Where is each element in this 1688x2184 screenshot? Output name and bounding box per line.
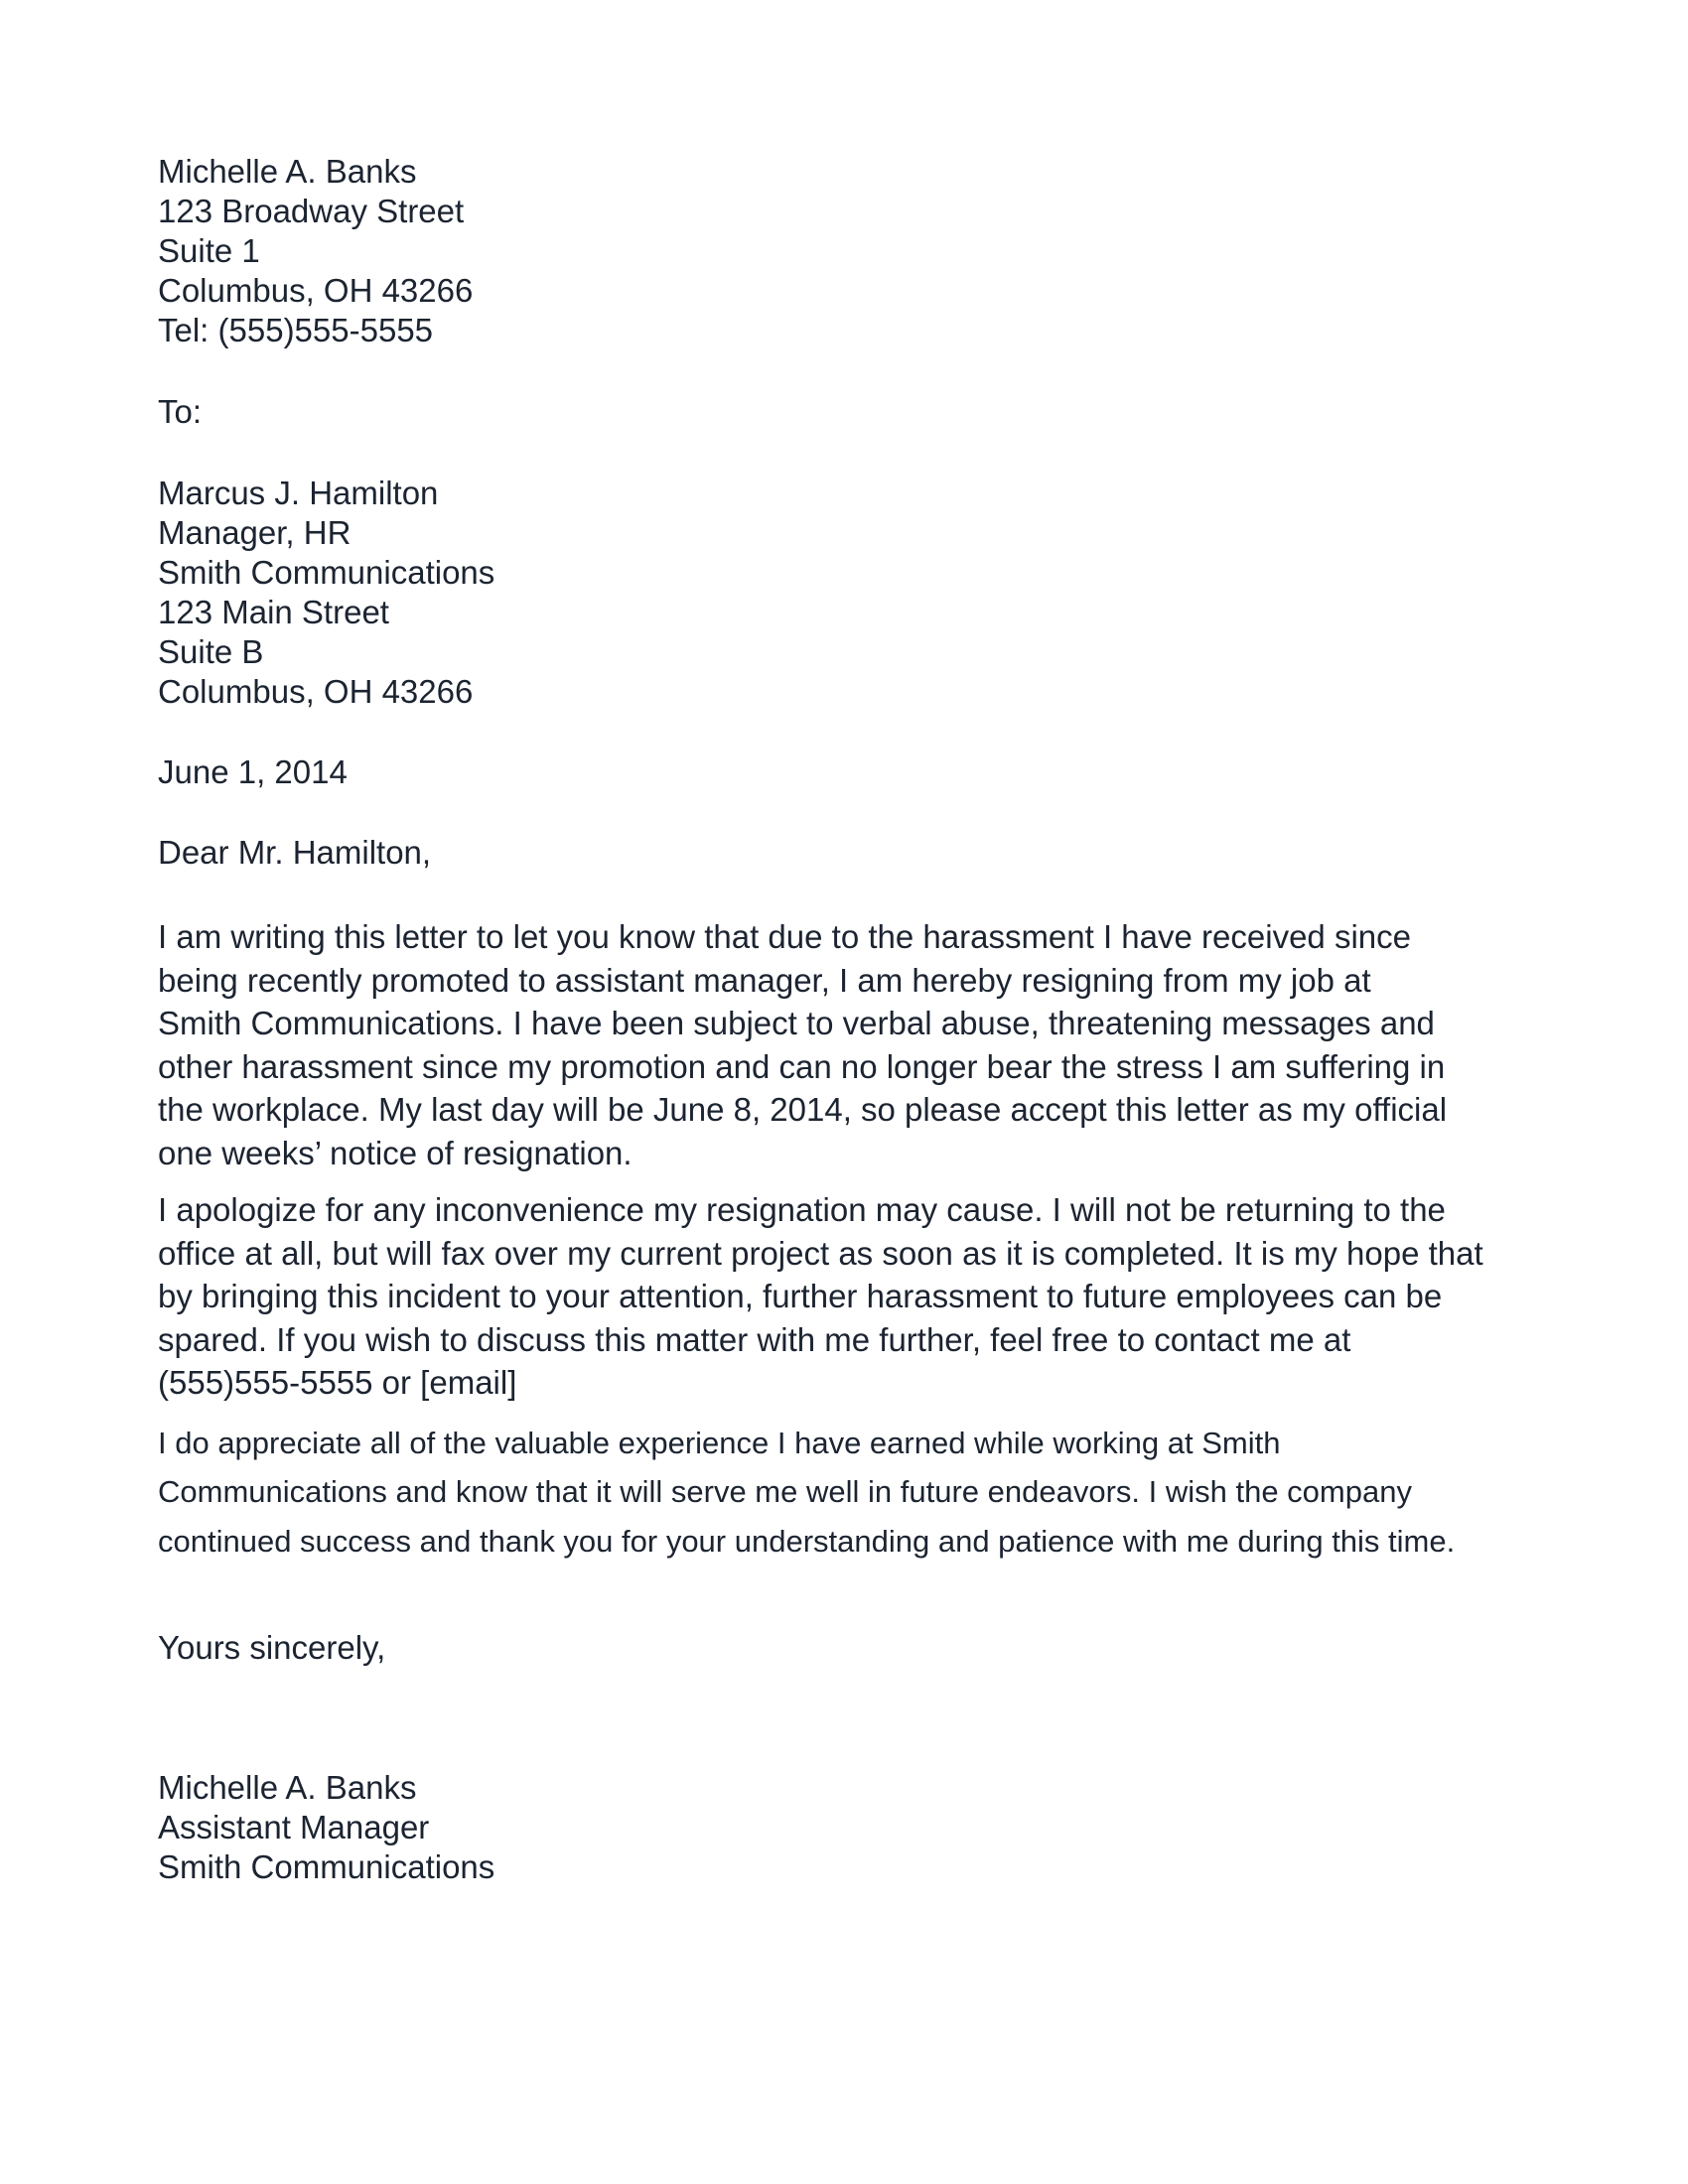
- sender-suite: Suite 1: [158, 232, 260, 269]
- letter-date: [158, 752, 1508, 792]
- paragraph-line: one weeks’ notice of resignation.: [158, 1134, 633, 1171]
- salutation-text: Dear Mr. Hamilton,: [158, 834, 432, 871]
- paragraph-line: other harassment since my promotion and can no longer bear the stress I am suffering in: [158, 1047, 1446, 1085]
- paragraph-line: Smith Communications. I have been subject to verbal abuse, threatening messages and: [158, 1005, 1435, 1041]
- paragraph-line: continued success and thank you for your understanding and patience with me during this time.: [158, 1523, 1456, 1559]
- paragraph-line: the workplace. My last day will be June 8, 2014, so please accept this letter as my official: [158, 1091, 1448, 1128]
- paragraph-line: (555)555-5555 or [email]: [158, 1364, 517, 1401]
- body-paragraph-3: [158, 1419, 1508, 1567]
- body-paragraph-2: [158, 1188, 1508, 1405]
- date-text: June 1, 2014: [158, 753, 348, 790]
- body-paragraph-1: [158, 915, 1508, 1174]
- closing-text: Yours sincerely,: [158, 1629, 386, 1666]
- paragraph-line: I apologize for any inconvenience my resignation may cause. I will not be returning to the: [158, 1191, 1446, 1228]
- signature-name: Michelle A. Banks: [158, 1769, 417, 1806]
- recipient-title: Manager, HR: [158, 514, 352, 551]
- paragraph-line: Communications and know that it will serve me well in future endeavors. I wish the company: [158, 1474, 1412, 1509]
- signature-company: Smith Communications: [158, 1848, 495, 1885]
- recipient-address-block: [158, 474, 1508, 712]
- to-label: [158, 392, 1508, 432]
- paragraph-line: I am writing this letter to let you know that due to the harassment I have received since: [158, 918, 1411, 955]
- paragraph-line: by bringing this incident to your attention, further harassment to future employees can be: [158, 1278, 1443, 1314]
- salutation: [158, 833, 1508, 873]
- letter-content: [158, 152, 1508, 1887]
- paragraph-line: being recently promoted to assistant manager, I am hereby resigning from my job at: [158, 961, 1371, 999]
- sender-phone: Tel: (555)555-5555: [158, 312, 434, 348]
- paragraph-line: I do appreciate all of the valuable experience I have earned while working at Smith: [158, 1425, 1281, 1460]
- paragraph-line: spared. If you wish to discuss this matter with me further, feel free to contact me at: [158, 1320, 1351, 1358]
- recipient-city-state-zip: Columbus, OH 43266: [158, 673, 474, 710]
- closing: [158, 1628, 1508, 1668]
- signature-title: Assistant Manager: [158, 1809, 430, 1845]
- to-label-text: To:: [158, 393, 203, 430]
- paragraph-line: office at all, but will fax over my current project as soon as it is completed. It is my hope that: [158, 1234, 1483, 1272]
- sender-address-block: [158, 152, 1508, 350]
- recipient-name: Marcus J. Hamilton: [158, 475, 439, 511]
- recipient-company: Smith Communications: [158, 554, 495, 591]
- sender-street: 123 Broadway Street: [158, 193, 465, 229]
- recipient-street: 123 Main Street: [158, 594, 389, 630]
- sender-city-state-zip: Columbus, OH 43266: [158, 272, 474, 309]
- signature-block: [158, 1768, 1508, 1887]
- recipient-suite: Suite B: [158, 633, 264, 670]
- sender-name: Michelle A. Banks: [158, 153, 417, 190]
